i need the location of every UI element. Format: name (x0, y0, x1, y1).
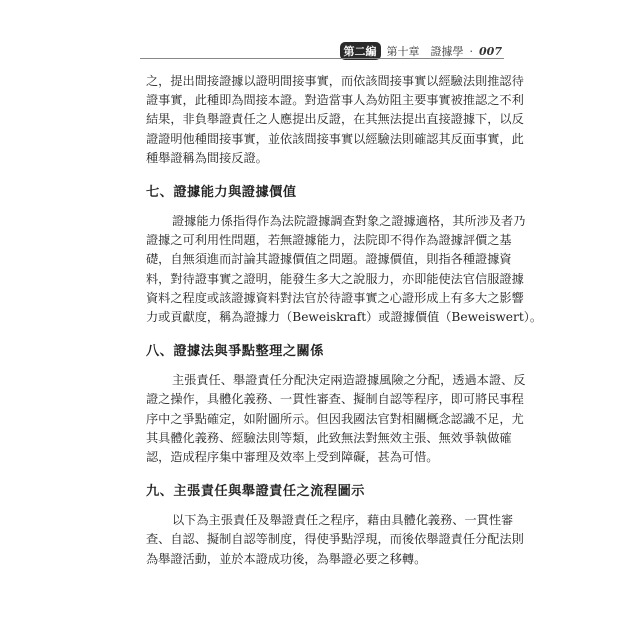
page-number: 007 (479, 44, 502, 58)
text-line: 力或貢獻度，稱為證據力（Beweiskraft）或證據價值（Beweiswert）。 (146, 310, 543, 325)
text-line: 認，造成程序集中審理及效率上受到障礙，甚為可惜。 (146, 450, 439, 465)
text-line: 資料之程度或該證據資料對法官於待證事實之心證形成上有多大之影響 (146, 290, 524, 305)
running-header: 第二編 第十章 證據學 · 007 (340, 42, 502, 60)
text-line: 證之操作，具體化義務、一貫性審查、擬制自認等程序，即可將民事程 (146, 392, 524, 407)
paragraph (146, 212, 543, 327)
header-rule (140, 58, 504, 59)
section-heading: 八、證據法與爭點整理之關係 (146, 344, 324, 360)
section-heading: 九、主張責任與舉證責任之流程圖示 (146, 484, 365, 500)
text-line: 證事實，此種即為間接本證。對造當事人為妨阻主要事實被推認之不利 (146, 93, 524, 108)
text-line: 序中之爭點確定，如附圖所示。但因我國法官對相關概念認識不足，尤 (146, 411, 524, 426)
text-line: 之，提出間接證據以證明間接事實，而依該間接事實以經驗法則推認待 (146, 74, 524, 88)
paragraph (146, 371, 526, 467)
text-line: 結果，非負舉證責任之人應提出反證，在其無法提出直接證據下，以反 (146, 112, 524, 127)
text-line: 其具體化義務、經驗法則等類，此致無法對無效主張、無效爭執做確 (146, 430, 512, 445)
text-line: 主張責任、舉證責任分配決定兩造證據風險之分配，透過本證、反 (172, 373, 526, 388)
text-line: 礎，自無須進而討論其證據價值之問題。證據價值，則指各種證據資 (146, 252, 512, 267)
text-line: 查、自認、擬制自認等制度，得使爭點浮現，而後依舉證責任分配法則 (146, 532, 524, 547)
section-heading: 七、證據能力與證據價值 (146, 185, 297, 201)
paragraph (146, 72, 524, 168)
chapter-title: 第十章 證據學 (386, 45, 464, 58)
part-badge: 第二編 (340, 42, 381, 60)
paragraph (146, 511, 524, 569)
text-line: 為舉證活動，並於本證成功後，為舉證必要之移轉。 (146, 551, 427, 566)
text-line: 料，對待證事實之證明，能發生多大之說服力，亦即能使法官信服證據 (146, 271, 524, 286)
text-line: 種舉證稱為間接反證。 (146, 150, 268, 165)
page-body (146, 72, 543, 569)
text-line: 證據之可利用性問題，若無證據能力，法院即不得作為證據評價之基 (146, 233, 512, 248)
text-line: 證據能力係指得作為法院證據調查對象之證據適格，其所涉及者乃 (172, 214, 526, 229)
text-line: 以下為主張責任及舉證責任之程序，藉由具體化義務、一貫性審 (172, 513, 514, 528)
text-line: 證證明他種間接事實，並依該間接事實以經驗法則確認其反面事實，此 (146, 131, 524, 146)
